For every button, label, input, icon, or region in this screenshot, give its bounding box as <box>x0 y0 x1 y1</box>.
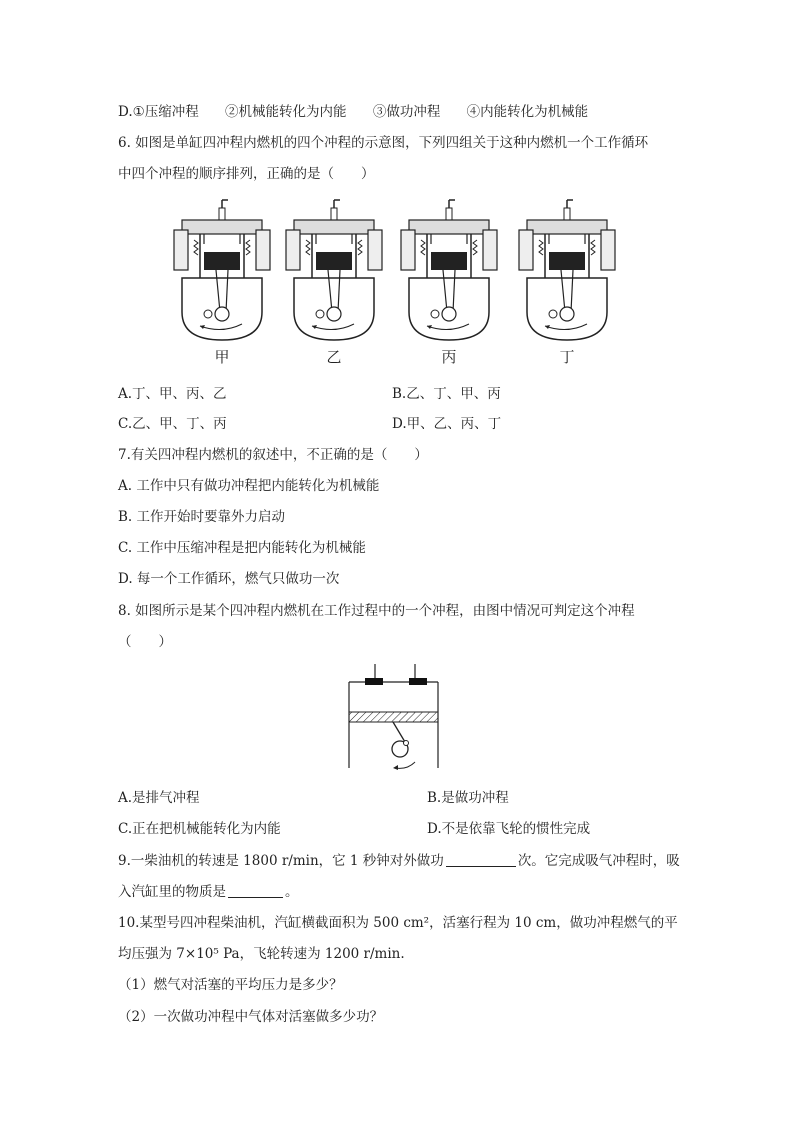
q8-stem-line2: （ ） <box>118 634 172 650</box>
q9-part4: 。 <box>285 884 299 900</box>
engine-ding <box>519 200 615 340</box>
q5-option-d-label: D.①压缩冲程 <box>118 104 199 120</box>
engine-label-ding: 丁 <box>559 348 575 366</box>
connecting-rod <box>393 722 405 742</box>
piston <box>349 712 438 722</box>
q5-option-d-part4: ④内能转化为机械能 <box>466 104 589 120</box>
q5-option-d <box>118 103 588 121</box>
q7-option-b: B. 工作开始时要靠外力启动 <box>118 509 286 525</box>
q9-part3: 入汽缸里的物质是 <box>118 884 226 900</box>
q7-option-a: A. 工作中只有做功冲程把内能转化为机械能 <box>118 478 380 494</box>
q7-option-d: D. 每一个工作循环，燃气只做功一次 <box>118 571 340 587</box>
engine-jia <box>174 200 270 340</box>
q7-stem: 7.有关四冲程内燃机的叙述中，不正确的是（ ） <box>118 447 428 463</box>
q5-option-d-part3: ③做功冲程 <box>372 104 441 120</box>
q6-stem-line2: 中四个冲程的顺序排列，正确的是（ ） <box>118 166 375 182</box>
q9-line2 <box>118 883 299 901</box>
q10-sub2: （2）一次做功冲程中气体对活塞做多少功？ <box>118 1009 384 1025</box>
q9-part2: 次。它完成吸气冲程时，吸 <box>517 853 680 869</box>
q8-option-c: C.正在把机械能转化为内能 <box>118 821 281 837</box>
intake-valve <box>365 678 383 685</box>
exhaust-valve <box>409 678 427 685</box>
engine-label-jia: 甲 <box>214 348 230 366</box>
q7-option-c: C. 工作中压缩冲程是把内能转化为机械能 <box>118 540 366 556</box>
q5-option-d-part2: ②机械能转化为内能 <box>225 104 347 120</box>
q6-stem-line1: 6. 如图是单缸四冲程内燃机的四个冲程的示意图，下列四组关于这种内燃机一个工作循环 <box>118 135 649 151</box>
engine-label-yi: 乙 <box>326 348 342 366</box>
q9-blank-2[interactable] <box>228 883 283 898</box>
engine-diagrams <box>0 198 794 348</box>
q10-line2: 均压强为 7×10⁵ Pa，飞轮转速为 1200 r/min. <box>118 946 405 962</box>
q8-option-b: B.是做功冲程 <box>427 790 509 806</box>
engine-label-bing: 丙 <box>441 348 457 366</box>
engine-bing <box>401 200 497 340</box>
q6-option-d: D.甲、乙、丙、丁 <box>392 416 502 432</box>
q8-option-a: A.是排气冲程 <box>118 790 200 806</box>
q9-part1: 9.一柴油机的转速是 1800 r/min，它 1 秒钟对外做功 <box>118 853 444 869</box>
q8-option-d: D.不是依靠飞轮的惯性完成 <box>427 821 591 837</box>
q10-line1: 10.某型号四冲程柴油机，汽缸横截面积为 500 cm²，活塞行程为 10 cm，做功冲程燃气的平 <box>118 915 678 931</box>
q6-option-b: B.乙、丁、甲、丙 <box>392 386 501 402</box>
q6-option-a: A.丁、甲、丙、乙 <box>118 386 227 402</box>
q6-option-c: C.乙、甲、丁、丙 <box>118 416 227 432</box>
q8-stem-line1: 8. 如图所示是某个四冲程内燃机在工作过程中的一个冲程，由图中情况可判定这个冲程 <box>118 603 635 619</box>
q9-blank-1[interactable] <box>446 852 516 867</box>
q9-line1 <box>118 852 680 870</box>
q10-sub1: （1）燃气对活塞的平均压力是多少？ <box>118 977 343 993</box>
engine-yi <box>286 200 382 340</box>
q8-piston-diagram <box>345 662 475 774</box>
